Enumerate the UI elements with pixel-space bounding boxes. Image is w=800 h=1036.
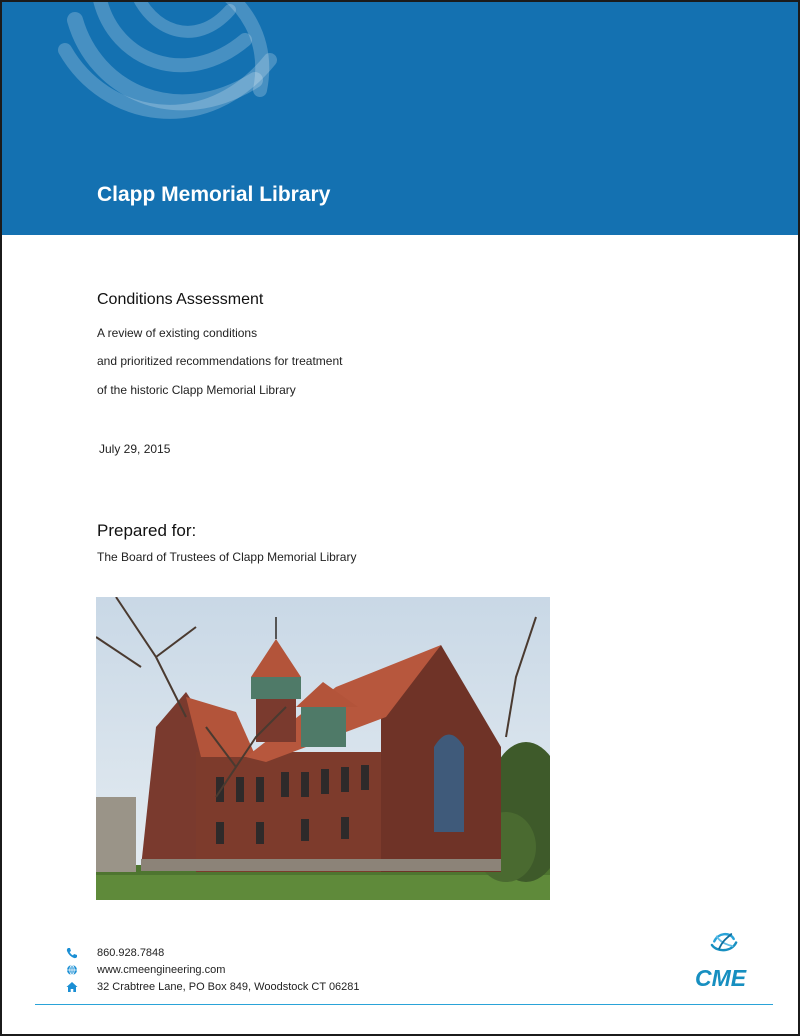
description-line: of the historic Clapp Memorial Library: [97, 383, 296, 397]
header-banner: [0, 0, 800, 235]
mailing-address: 32 Crabtree Lane, PO Box 849, Woodstock CT 06281: [97, 981, 360, 993]
contact-website-row: [66, 964, 225, 976]
library-building-photo: [96, 597, 550, 900]
home-icon: [66, 981, 78, 993]
description-line: A review of existing conditions: [97, 326, 258, 340]
cme-swirl-watermark-icon: [55, 0, 285, 140]
footer-divider: [35, 1004, 773, 1005]
prepared-for-recipient: The Board of Trustees of Clapp Memorial Library: [97, 550, 357, 564]
report-subtitle: Conditions Assessment: [97, 291, 264, 308]
globe-icon: [66, 964, 78, 976]
contact-phone-row: [66, 947, 164, 959]
website-link[interactable]: www.cmeengineering.com: [97, 964, 226, 976]
document-title: Clapp Memorial Library: [97, 183, 331, 206]
cme-logo-text: CME: [695, 965, 747, 991]
contact-address-row: [66, 981, 360, 993]
prepared-heading: Prepared for:: [97, 521, 197, 540]
report-date: July 29, 2015: [99, 442, 171, 456]
phone-number: 860.928.7848: [97, 947, 165, 959]
phone-icon: [66, 947, 78, 959]
cme-logo-swirl-icon: [694, 928, 754, 968]
description-line: and prioritized recommendations for treatment: [97, 354, 343, 368]
